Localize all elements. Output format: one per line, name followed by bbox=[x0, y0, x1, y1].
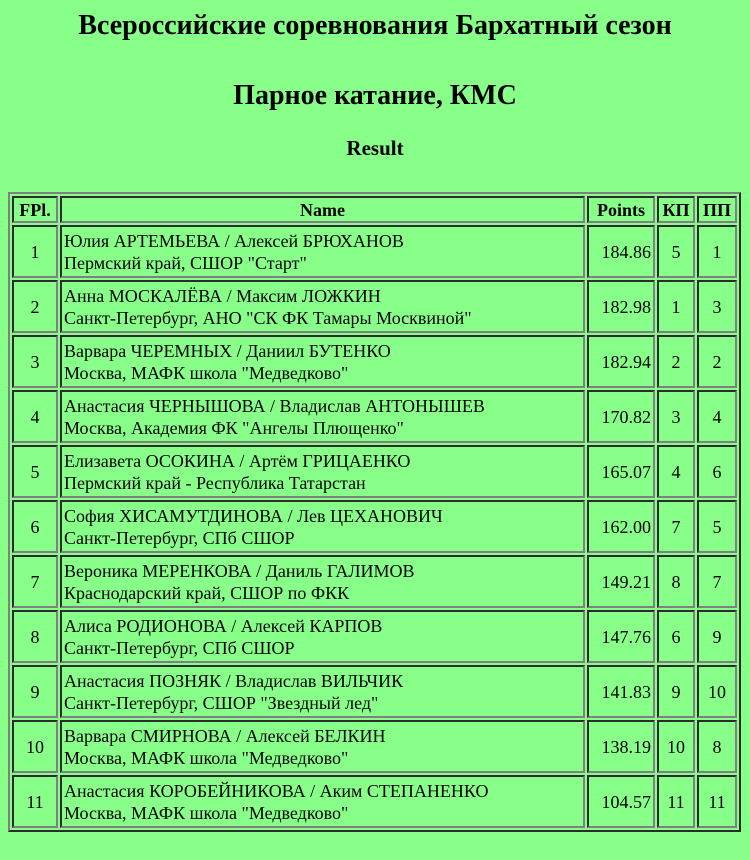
pair-names: Анастасия ЧЕРНЫШОВА / Владислав АНТОНЫШЕВ bbox=[64, 395, 485, 416]
points-cell: 149.21 bbox=[587, 555, 655, 608]
points-cell: 104.57 bbox=[587, 775, 655, 828]
free-skating-place-cell: 2 bbox=[697, 335, 737, 388]
club-name: Санкт-Петербург, СПб СШОР bbox=[64, 637, 295, 658]
club-name: Санкт-Петербург, СШОР "Звездный лед" bbox=[64, 692, 379, 713]
short-program-place-cell: 6 bbox=[657, 610, 695, 663]
name-cell bbox=[60, 555, 585, 608]
column-header-points: Points bbox=[587, 196, 655, 223]
club-name: Санкт-Петербург, АНО "СК ФК Тамары Москвиной" bbox=[64, 307, 472, 328]
column-header-short-program: КП bbox=[657, 196, 695, 223]
pair-names: Анастасия КОРОБЕЙНИКОВА / Аким СТЕПАНЕНКО bbox=[64, 780, 489, 801]
short-program-place-cell: 4 bbox=[657, 445, 695, 498]
points-cell: 184.86 bbox=[587, 225, 655, 278]
name-cell bbox=[60, 500, 585, 553]
column-header-place: FPl. bbox=[12, 196, 58, 223]
points-cell: 138.19 bbox=[587, 720, 655, 773]
column-header-free-skating: ПП bbox=[697, 196, 737, 223]
table-row bbox=[12, 555, 737, 608]
short-program-place-cell: 7 bbox=[657, 500, 695, 553]
points-cell: 182.94 bbox=[587, 335, 655, 388]
club-name: Пермский край - Республика Татарстан bbox=[64, 472, 366, 493]
points-cell: 162.00 bbox=[587, 500, 655, 553]
results-table bbox=[8, 192, 741, 832]
points-cell: 165.07 bbox=[587, 445, 655, 498]
free-skating-place-cell: 11 bbox=[697, 775, 737, 828]
table-row bbox=[12, 335, 737, 388]
points-cell: 141.83 bbox=[587, 665, 655, 718]
pair-names: Варвара ЧЕРЕМНЫХ / Даниил БУТЕНКО bbox=[64, 340, 391, 361]
table-row bbox=[12, 445, 737, 498]
club-name: Краснодарский край, СШОР по ФКК bbox=[64, 582, 350, 603]
place-cell: 1 bbox=[12, 225, 58, 278]
club-name: Москва, МАФК школа "Медведково" bbox=[64, 747, 349, 768]
page-title: Всероссийские соревнования Бархатный сезон bbox=[78, 10, 672, 41]
table-row bbox=[12, 225, 737, 278]
table-row bbox=[12, 280, 737, 333]
place-cell: 7 bbox=[12, 555, 58, 608]
table-row bbox=[12, 665, 737, 718]
table-row bbox=[12, 390, 737, 443]
pair-names: Анастасия ПОЗНЯК / Владислав ВИЛЬЧИК bbox=[64, 670, 404, 691]
place-cell: 2 bbox=[12, 280, 58, 333]
place-cell: 11 bbox=[12, 775, 58, 828]
short-program-place-cell: 10 bbox=[657, 720, 695, 773]
free-skating-place-cell: 1 bbox=[697, 225, 737, 278]
pair-names: Анна МОСКАЛЁВА / Максим ЛОЖКИН bbox=[64, 285, 381, 306]
table-row bbox=[12, 775, 737, 828]
event-category-title: Парное катание, КМС bbox=[233, 80, 517, 111]
pair-names: Вероника МЕРЕНКОВА / Даниль ГАЛИМОВ bbox=[64, 560, 415, 581]
free-skating-place-cell: 7 bbox=[697, 555, 737, 608]
section-heading: Result bbox=[346, 136, 404, 160]
club-name: Москва, МАФК школа "Медведково" bbox=[64, 802, 349, 823]
short-program-place-cell: 1 bbox=[657, 280, 695, 333]
name-cell bbox=[60, 610, 585, 663]
pair-names: Варвара СМИРНОВА / Алексей БЕЛКИН bbox=[64, 725, 386, 746]
place-cell: 9 bbox=[12, 665, 58, 718]
short-program-place-cell: 2 bbox=[657, 335, 695, 388]
points-cell: 170.82 bbox=[587, 390, 655, 443]
table-header-row bbox=[12, 196, 737, 223]
club-name: Пермский край, СШОР "Старт" bbox=[64, 252, 307, 273]
short-program-place-cell: 9 bbox=[657, 665, 695, 718]
column-header-name: Name bbox=[60, 196, 585, 223]
table-row bbox=[12, 500, 737, 553]
short-program-place-cell: 5 bbox=[657, 225, 695, 278]
pair-names: Алиса РОДИОНОВА / Алексей КАРПОВ bbox=[64, 615, 383, 636]
short-program-place-cell: 8 bbox=[657, 555, 695, 608]
name-cell bbox=[60, 720, 585, 773]
name-cell bbox=[60, 225, 585, 278]
table-row bbox=[12, 610, 737, 663]
free-skating-place-cell: 9 bbox=[697, 610, 737, 663]
club-name: Москва, МАФК школа "Медведково" bbox=[64, 362, 349, 383]
place-cell: 5 bbox=[12, 445, 58, 498]
name-cell bbox=[60, 445, 585, 498]
club-name: Санкт-Петербург, СПб СШОР bbox=[64, 527, 295, 548]
place-cell: 10 bbox=[12, 720, 58, 773]
place-cell: 8 bbox=[12, 610, 58, 663]
free-skating-place-cell: 5 bbox=[697, 500, 737, 553]
points-cell: 182.98 bbox=[587, 280, 655, 333]
table-row bbox=[12, 720, 737, 773]
pair-names: Елизавета ОСОКИНА / Артём ГРИЦАЕНКО bbox=[64, 450, 411, 471]
name-cell bbox=[60, 280, 585, 333]
place-cell: 4 bbox=[12, 390, 58, 443]
free-skating-place-cell: 10 bbox=[697, 665, 737, 718]
place-cell: 6 bbox=[12, 500, 58, 553]
short-program-place-cell: 11 bbox=[657, 775, 695, 828]
pair-names: Юлия АРТЕМЬЕВА / Алексей БРЮХАНОВ bbox=[64, 230, 404, 251]
points-cell: 147.76 bbox=[587, 610, 655, 663]
name-cell bbox=[60, 775, 585, 828]
name-cell bbox=[60, 390, 585, 443]
name-cell bbox=[60, 335, 585, 388]
short-program-place-cell: 3 bbox=[657, 390, 695, 443]
place-cell: 3 bbox=[12, 335, 58, 388]
free-skating-place-cell: 4 bbox=[697, 390, 737, 443]
club-name: Москва, Академия ФК "Ангелы Плющенко" bbox=[64, 417, 404, 438]
free-skating-place-cell: 6 bbox=[697, 445, 737, 498]
pair-names: София ХИСАМУТДИНОВА / Лев ЦЕХАНОВИЧ bbox=[64, 505, 443, 526]
name-cell bbox=[60, 665, 585, 718]
free-skating-place-cell: 3 bbox=[697, 280, 737, 333]
free-skating-place-cell: 8 bbox=[697, 720, 737, 773]
